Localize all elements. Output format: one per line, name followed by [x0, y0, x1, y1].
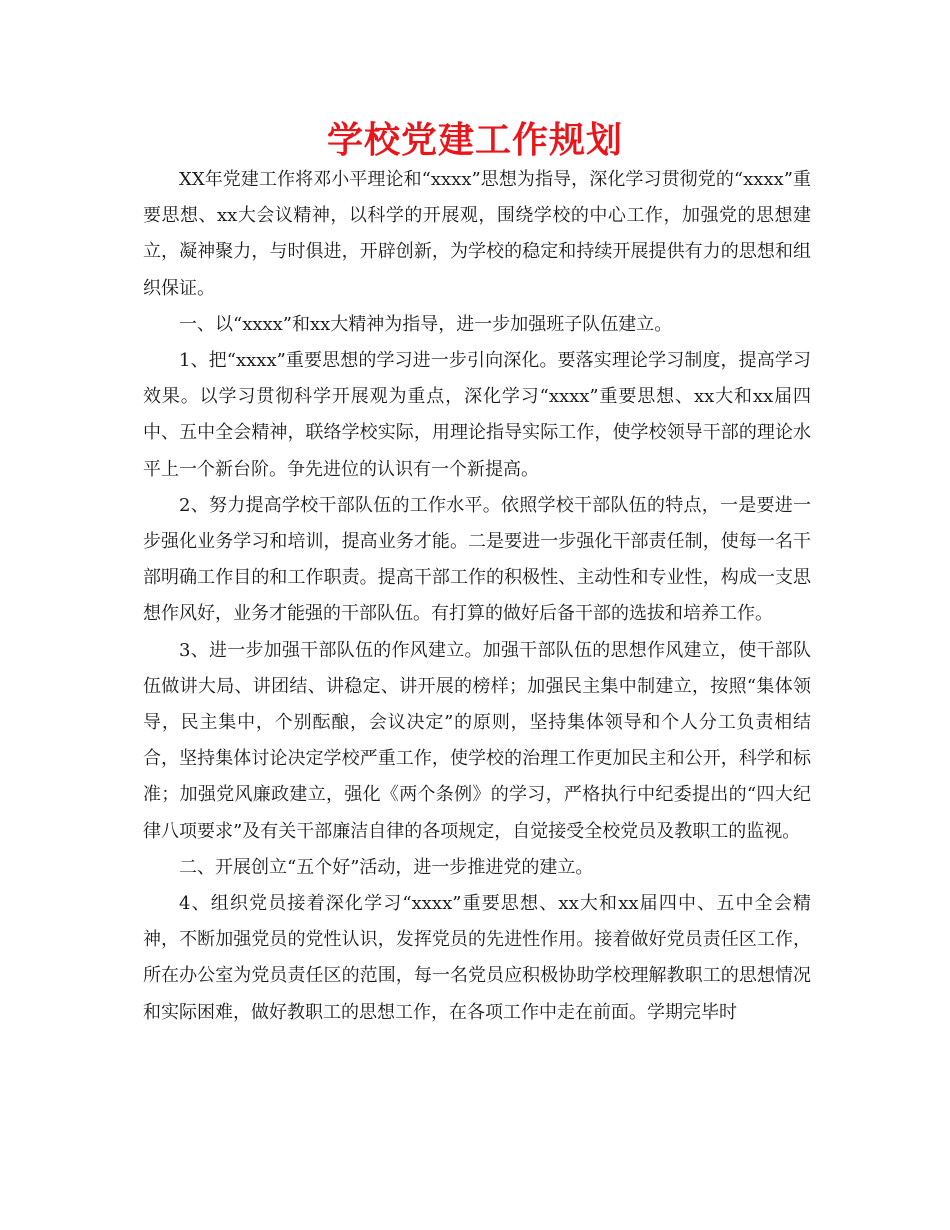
document-title: 学校党建工作规划	[326, 120, 623, 161]
paragraph-item-4: 4、组织党员接着深化学习“xxxx”重要思想、xx大和xx届四中、五中全会精神，不断加强党员的党性认识，发挥党员的先进性作用。接着做好党员责任区工作，所在办公室为党员责任区的范围，每一名党员应积极协助学校理解教职工的思想情况和实际困难，做好教职工的思想工作，在各项工作中走在前面。学期完毕时	[143, 893, 811, 1023]
paragraph-intro: XX年党建工作将邓小平理论和“xxxx”思想为指导，深化学习贯彻党的“xxxx”重要思想、xx大会议精神，以科学的开展观，围绕学校的中心工作，加强党的思想建立，凝神聚力，与时俱进，开辟创新，为学校的稳定和持续开展提供有力的思想和组织保证。	[143, 169, 811, 299]
document-body	[143, 162, 811, 1031]
paragraph-item-2: 2、努力提高学校干部队伍的工作水平。依照学校干部队伍的特点，一是要进一步强化业务学习和培训，提高业务才能。二是要进一步强化干部责任制，使每一名干部明确工作目的和工作职责。提高干部工作的积极性、主动性和专业性，构成一支思想作风好，业务才能强的干部队伍。有打算的做好后备干部的选拔和培养工作。	[143, 494, 811, 625]
paragraph-item-3: 3、进一步加强干部队伍的作风建立。加强干部队伍的思想作风建立，使干部队伍做讲大局、讲团结、讲稳定、讲开展的榜样；加强民主集中制建立，按照“集体领导，民主集中，个别酝酿，会议决定”的原则，坚持集体领导和个人分工负责相结合，坚持集体讨论决定学校严重工作，使学校的治理工作更加民主和公开，科学和标准；加强党风廉政建立，强化《两个条例》的学习，严格执行中纪委提出的“四大纪律八项要求”及有关干部廉洁自律的各项规定，自觉接受全校党员及教职工的监视。	[143, 639, 811, 842]
paragraph-section-2-heading: 二、开展创立“五个好”活动，进一步推进党的建立。	[179, 856, 594, 878]
paragraph-section-1-heading: 一、以“xxxx”和xx大精神为指导，进一步加强班子队伍建立。	[179, 313, 673, 335]
paragraph-item-1: 1、把“xxxx”重要思想的学习进一步引向深化。要落实理论学习制度，提高学习效果。以学习贯彻科学开展观为重点，深化学习“xxxx”重要思想、xx大和xx届四中、五中全会精神，联络学校实际，用理论指导实际工作，使学校领导干部的理论水平上一个新台阶。争先进位的认识有一个新提高。	[143, 350, 811, 480]
